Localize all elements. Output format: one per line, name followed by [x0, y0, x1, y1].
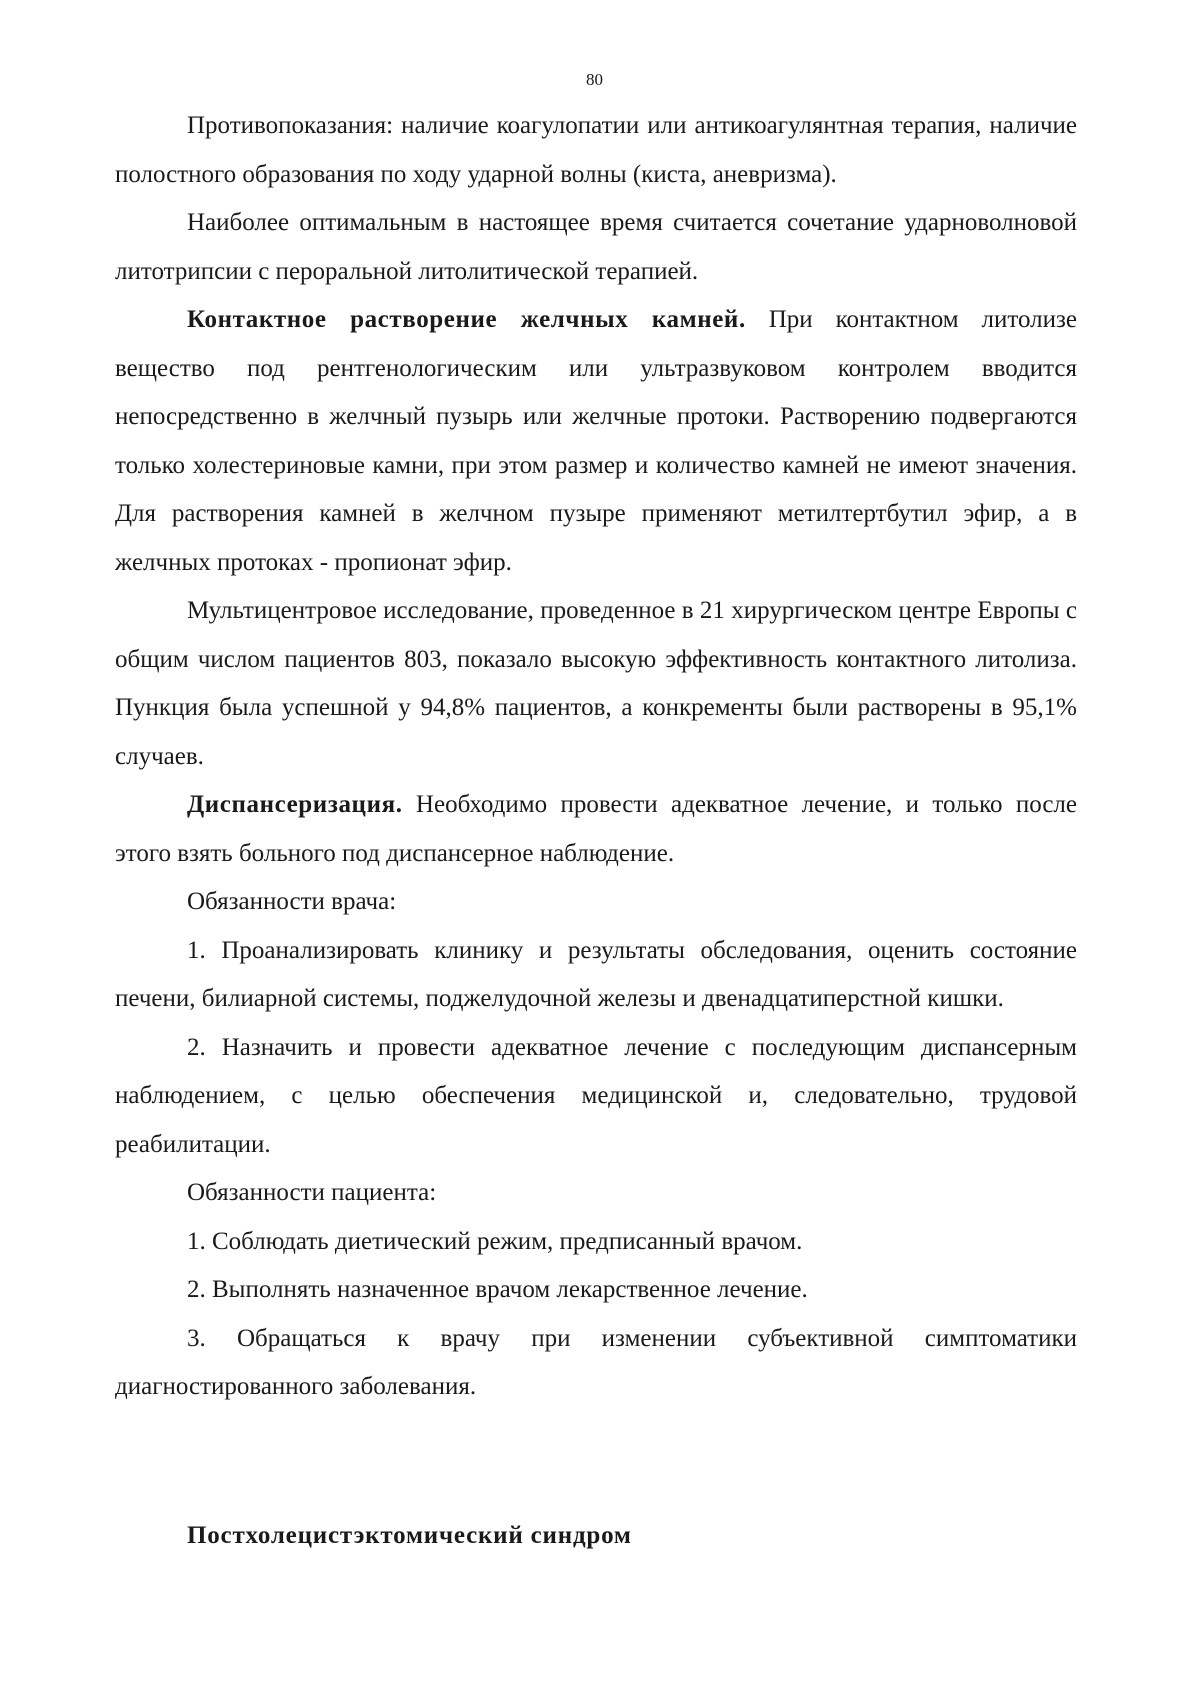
- list-item-doctor-2: 2. Назначить и провести адекватное лечение с последующим диспансерным наблюдением, с целью обеспечения медицинской и, следовательно, трудовой реабилитации.: [115, 1033, 1077, 1158]
- paragraph-dispensarization-text: Необходимо провести адекватное лечение, и только после этого взять больного под диспансерное наблюдение.: [115, 791, 1077, 867]
- paragraph-dispensarization-title: Диспансеризация.: [187, 791, 403, 818]
- body-text: [115, 102, 1077, 1412]
- paragraph-patient-duties: Обязанности пациента:: [187, 1179, 437, 1206]
- page-number: 80: [586, 70, 603, 89]
- paragraph-optimal-combination: Наиболее оптимальным в настоящее время считается сочетание ударноволновой литотрипсии с пероральной литолитической терапией.: [115, 209, 1077, 285]
- paragraph-contact-dissolution-title: Контактное растворение желчных камней.: [187, 306, 746, 333]
- paragraph-doctor-duties: Обязанности врача:: [187, 888, 397, 915]
- paragraph-dispensarization: [115, 781, 1077, 878]
- list-item-patient-3: 3. Обращаться к врачу при изменении субъективной симптоматики диагностированного заболевания.: [115, 1324, 1077, 1400]
- section-heading: Постхолецистэктомический синдром: [187, 1522, 632, 1549]
- list-item-patient-2: 2. Выполнять назначенное врачом лекарственное лечение.: [187, 1276, 808, 1303]
- paragraph-multicenter-study: Мультицентровое исследование, проведенное в 21 хирургическом центре Европы с общим числом пациентов 803, показало высокую эффективность контактного литолиза. Пункция была успешной у 94,8% пациентов, а конкременты были растворены в 95,1% случаев.: [115, 597, 1077, 770]
- list-item-doctor-1: 1. Проанализировать клинику и результаты обследования, оценить состояние печени, билиарной системы, поджелудочной железы и двенадцатиперстной кишки.: [115, 936, 1077, 1012]
- paragraph-contact-dissolution: [115, 296, 1077, 587]
- list-item-patient-1: 1. Соблюдать диетический режим, предписанный врачом.: [187, 1227, 803, 1255]
- paragraph-contraindications: Противопоказания: наличие коагулопатии или антикоагулянтная терапия, наличие полостного образования по ходу ударной волны (киста, аневризма).: [115, 112, 1077, 188]
- paragraph-contact-dissolution-text: При контактном литолизе вещество под рентгенологическим или ультразвуковом контролем вводится непосредственно в желчный пузырь или желчные протоки. Растворению подвергаются только холестериновые камни, при этом размер и количество камней не имеют значения. Для растворения камней в желчном пузыре применяют метилтертбутил эфир, а в желчных протоках - пропионат эфир.: [115, 306, 1077, 576]
